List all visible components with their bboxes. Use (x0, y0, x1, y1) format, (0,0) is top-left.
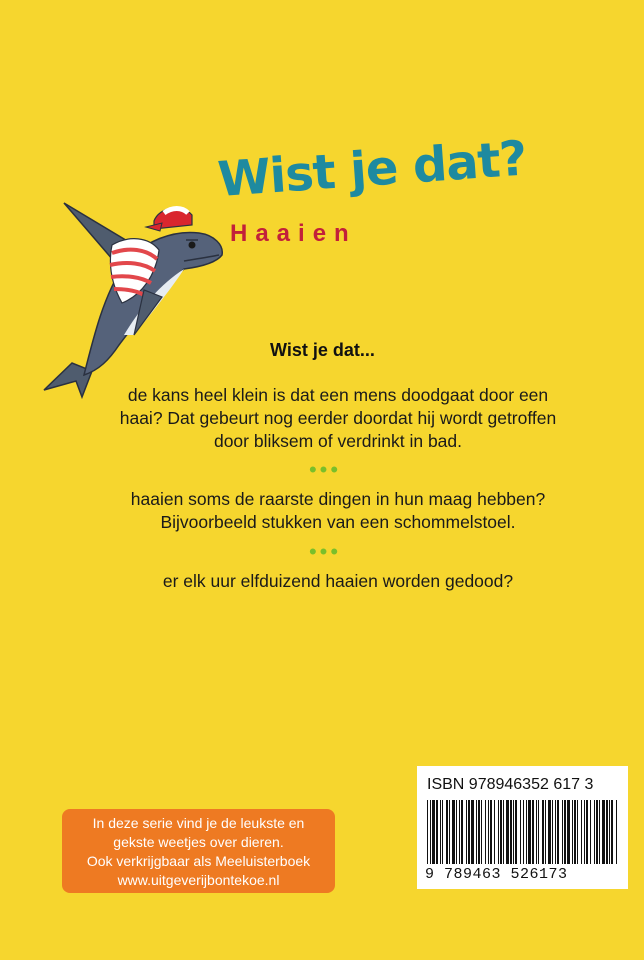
fact-3: er elk uur elfduizend haaien worden gedood? (162, 571, 514, 591)
barcode-stripe (452, 800, 455, 864)
barcode-stripe (562, 800, 563, 864)
barcode-stripe (599, 800, 600, 864)
barcode-stripe (528, 800, 531, 864)
barcode-stripe (520, 800, 521, 864)
barcode-stripe (461, 800, 463, 864)
isbn-label: ISBN 978946352 617 3 (427, 776, 594, 793)
book-subtitle: Haaien (230, 220, 357, 247)
barcode-stripe (478, 800, 480, 864)
barcode-stripe (606, 800, 608, 864)
barcode-panel (417, 766, 628, 889)
barcode-stripe (567, 800, 570, 864)
barcode-stripe (459, 800, 460, 864)
barcode-stripe (498, 800, 499, 864)
barcode-stripe (488, 800, 489, 864)
fact-2: haaien soms de raarste dingen in hun maag hebben? Bijvoorbeeld stukken van een schommelstoel. (130, 489, 546, 532)
barcode-stripe (468, 800, 470, 864)
barcode-stripe (513, 800, 514, 864)
barcode-stripe (616, 800, 617, 864)
barcode-stripe (481, 800, 482, 864)
shark-illustration (24, 185, 244, 405)
facts-heading: Wist je dat... (270, 340, 375, 360)
barcode-stripe (552, 800, 553, 864)
barcode-stripe (440, 800, 441, 864)
barcode-stripe (446, 800, 448, 864)
barcode-stripe (510, 800, 512, 864)
barcode-stripe (526, 800, 527, 864)
book-title: Wist je dat? (216, 130, 529, 208)
barcode-stripe (471, 800, 474, 864)
separator-dots-1: ••• (308, 457, 342, 482)
barcode-stripe (555, 800, 556, 864)
barcode-stripe (442, 800, 443, 864)
barcode-stripe (602, 800, 605, 864)
series-promo-box (62, 809, 335, 893)
barcode-stripe (485, 800, 486, 864)
barcode-stripe (596, 800, 598, 864)
barcode-stripe (538, 800, 539, 864)
barcode-stripe (466, 800, 467, 864)
barcode-stripe (456, 800, 457, 864)
barcode-stripe (536, 800, 537, 864)
barcode-stripe (515, 800, 517, 864)
barcode-stripe (572, 800, 573, 864)
barcode-stripe (532, 800, 534, 864)
barcode-stripe (557, 800, 559, 864)
barcode-stripe (523, 800, 524, 864)
barcode-stripe (594, 800, 595, 864)
barcode-stripe (494, 800, 495, 864)
barcode-stripe (503, 800, 504, 864)
barcode-stripe (500, 800, 502, 864)
promo-line: Ook verkrijgbaar als Meeluisterboek (86, 853, 311, 869)
barcode-stripe (427, 800, 428, 864)
fact-1: de kans heel klein is dat een mens doodgaat door een haai? Dat gebeurt nog eerder doordat hij wordt getroffen door bliksem of verdrinkt in bad. (119, 385, 557, 451)
barcode-bars (425, 800, 620, 866)
separator-dots-2: ••• (308, 539, 342, 564)
barcode-stripe (586, 800, 588, 864)
barcode-stripe (577, 800, 578, 864)
barcode-stripe (584, 800, 585, 864)
red-cap (146, 208, 192, 231)
shark-eye (189, 242, 196, 249)
barcode-stripe (590, 800, 591, 864)
barcode-stripe (574, 800, 576, 864)
barcode-stripe (548, 800, 551, 864)
barcode-stripe (581, 800, 582, 864)
shark-tail (44, 363, 92, 397)
barcode-stripe (609, 800, 610, 864)
barcode-stripe (436, 800, 438, 864)
barcode-stripe (476, 800, 477, 864)
promo-line: In deze serie vind je de leukste en (92, 815, 305, 831)
barcode-stripe (449, 800, 450, 864)
barcode-stripe (564, 800, 566, 864)
promo-line: gekste weetjes over dieren. (113, 834, 284, 850)
barcode-stripe (611, 800, 613, 864)
promo-website: www.uitgeverijbontekoe.nl (117, 872, 280, 888)
barcode-stripe (490, 800, 492, 864)
barcode-stripe (432, 800, 435, 864)
barcode-stripe (542, 800, 544, 864)
barcode-stripe (506, 800, 509, 864)
barcode-stripe (545, 800, 546, 864)
barcode-number: 9 789463 526173 (425, 866, 568, 883)
barcode-stripe (430, 800, 431, 864)
